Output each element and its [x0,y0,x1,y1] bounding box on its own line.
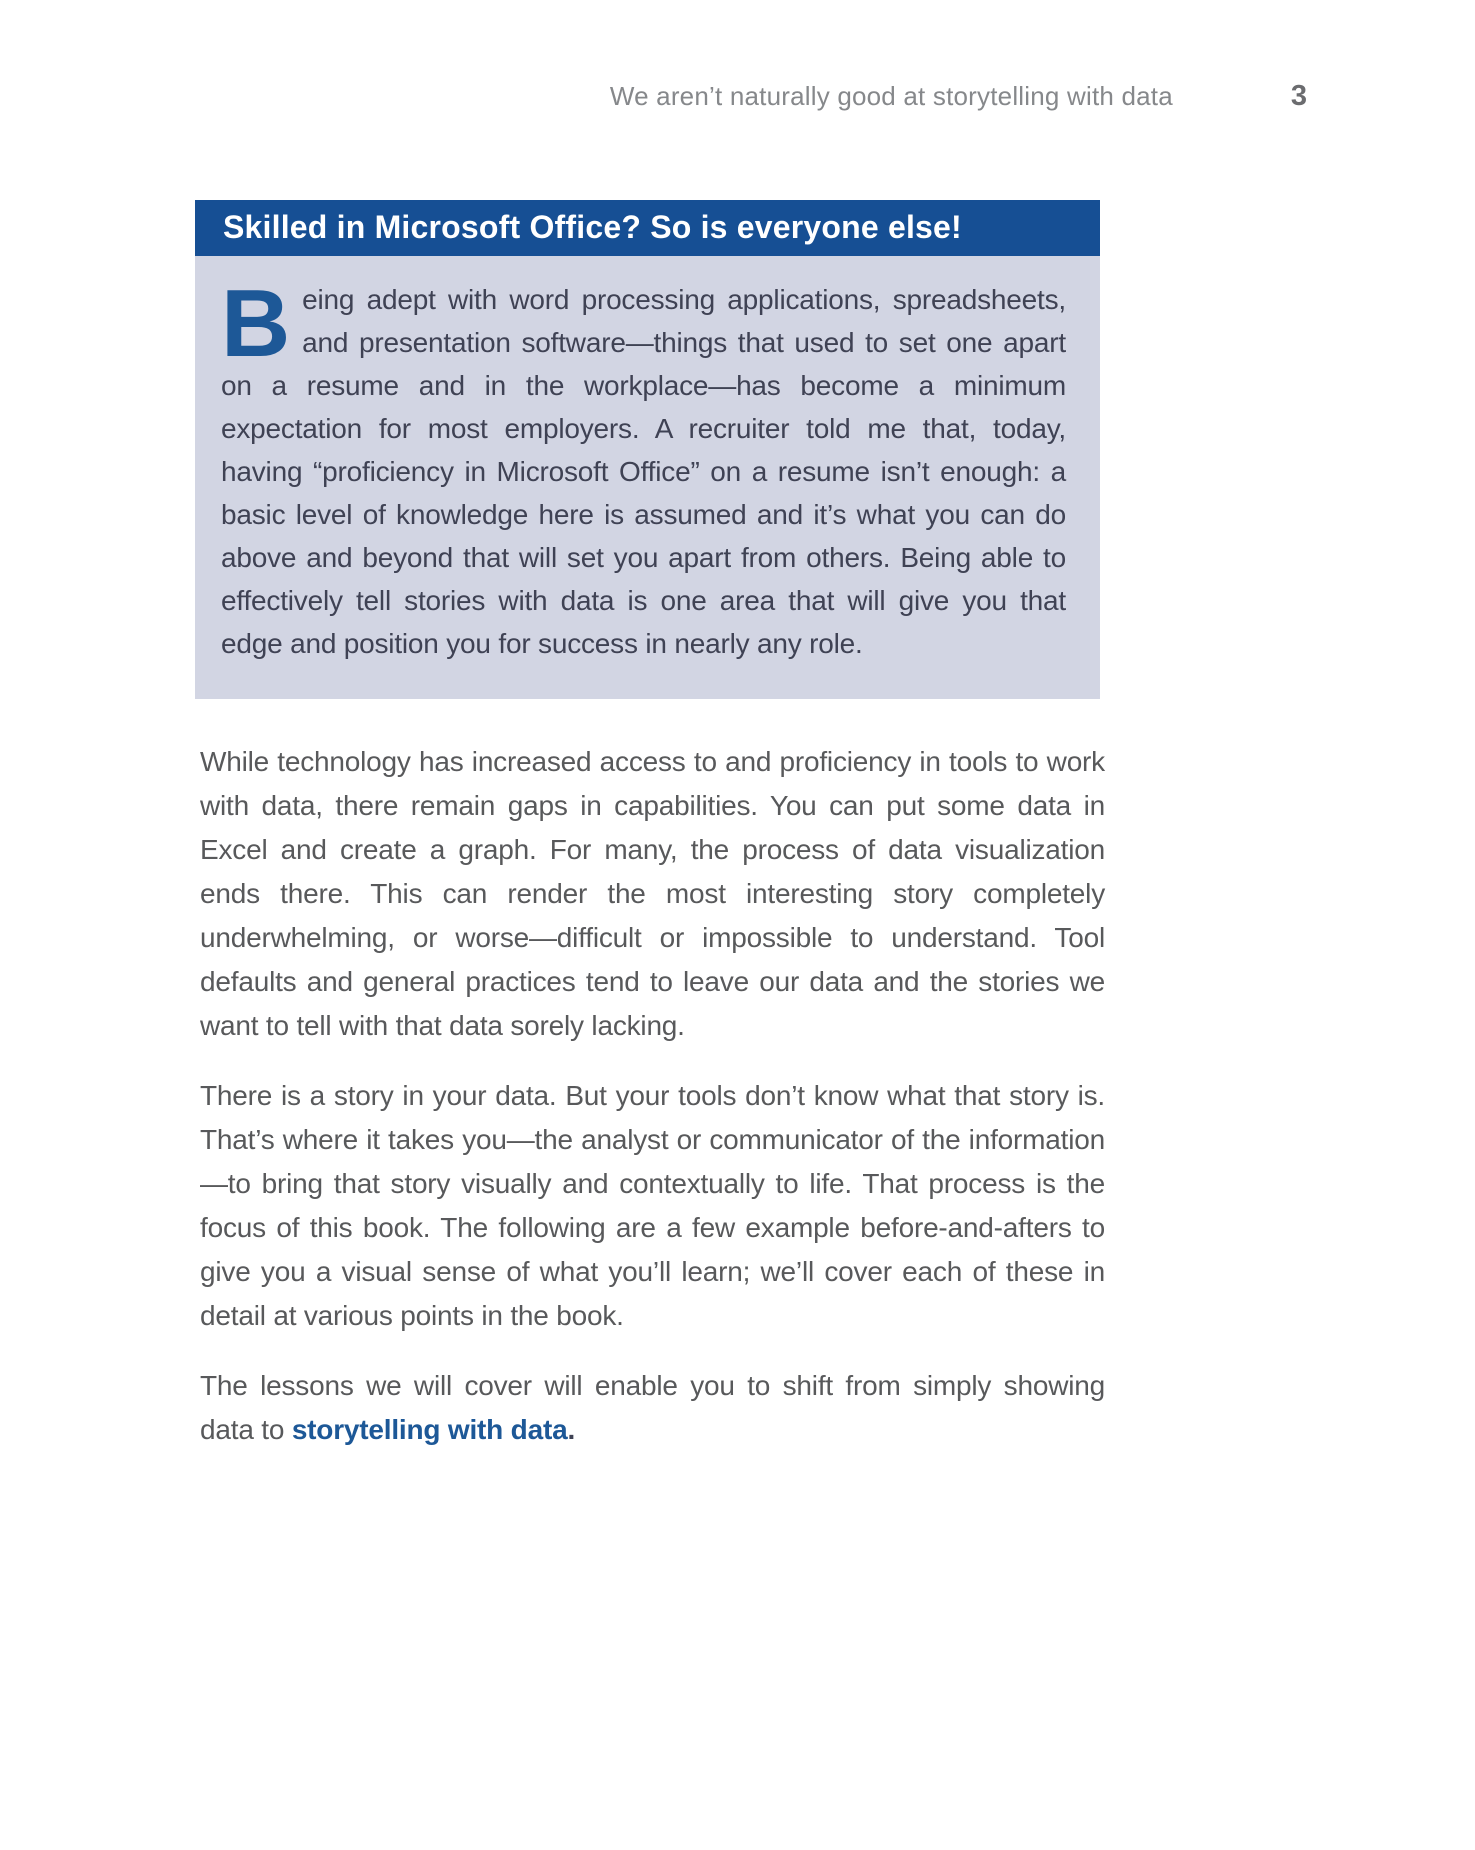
running-head: We aren’t naturally good at storytelling with data [609,81,1173,111]
drop-cap-letter: B [221,270,291,378]
callout-title-bar [195,200,1100,256]
paragraph-lessons-text: The lessons we will cover will enable you to shift from simply showing data to [200,1370,1105,1445]
callout-box [195,200,1100,699]
paragraph-lessons [200,1364,1105,1452]
storytelling-with-data-period: . [567,1414,576,1445]
callout-title: Skilled in Microsoft Office? So is everyone else! [223,209,962,245]
page-number: 3 [1290,80,1307,112]
body-copy [200,740,1105,1452]
storytelling-with-data-emphasis: storytelling with data [291,1414,568,1445]
paragraph-story-in-your-data: There is a story in your data. But your tools don’t know what that story is. That’s where it takes you—the analyst or communicator of the information—to bring that story visually and contextually to life. That process is the focus of this book. The following are a few example before-and-afters to give you a visual sense of what you’ll learn; we’ll cover each of these in detail at various points in the book. [200,1080,1105,1331]
page-header [200,80,1307,113]
paragraph-technology-gaps: While technology has increased access to and proficiency in tools to work with data, there remain gaps in capabilities. You can put some data in Excel and create a graph. For many, the process of data visualization ends there. This can render the most interesting story completely underwhelming, or worse—difficult or impossible to understand. Tool defaults and general practices tend to leave our data and the stories we want to tell with that data sorely lacking. [200,746,1105,1041]
callout-text [221,270,1066,665]
callout-body [195,256,1100,699]
callout-text-content: eing adept with word processing applications, spreadsheets, and presentation software—things that used to set one apart on a resume and in the workplace—has become a minimum expectation for most employers. A recruiter told me that, today, having “proficiency in Microsoft Office” on a resume isn’t enough: a basic level of knowledge here is assumed and it’s what you can do above and beyond that will set you apart from others. Being able to effectively tell stories with data is one area that will give you that edge and position you for success in nearly any role. [221,284,1066,660]
